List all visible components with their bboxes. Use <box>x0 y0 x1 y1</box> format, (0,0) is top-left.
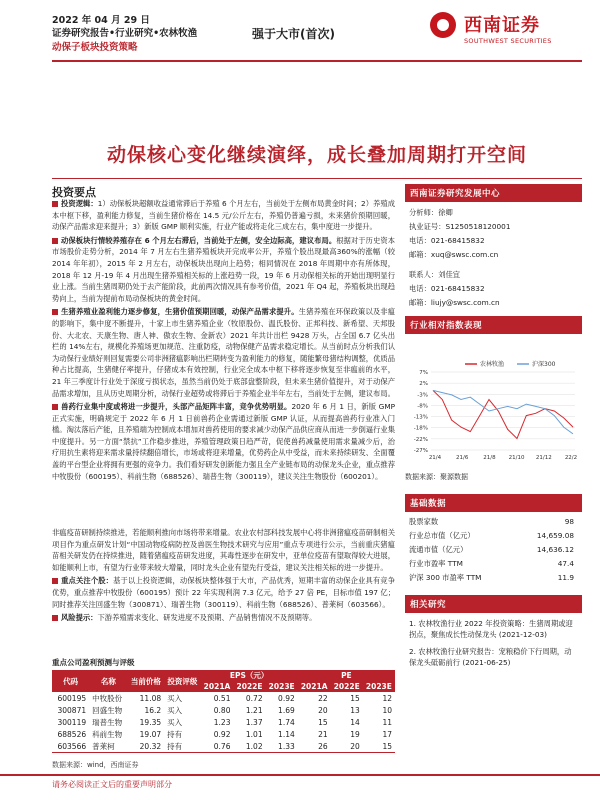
y-tick-label: -13% <box>413 414 428 421</box>
table-cell: 0.76 <box>201 740 234 753</box>
table-source: 数据来源：wind，西南证券 <box>52 761 139 769</box>
y-tick-label: -27% <box>413 448 428 454</box>
table-cell: 21 <box>318 729 328 739</box>
paragraph-text: 根据对于历史资本市场股价走势分析，2014 年 7 月左右生猪养殖板块开完成率公开，养殖个股出现最高360%的涨幅（较 2014 年年初），2015 年 2 月左右，动保板块出现向上趋势；相同情况在 2018 年周期中亦有所体现，2018 年 12 月-19 年 4 月出现生猪养殖相关标的上涨趋势一段，19 年 6 月动保相关标的开始出现明显行业上涨。当前生猪周期仍处于去产能阶段，此前两次情况具有参考价值，2021 年 Q4 起，养殖板块出现趋势向上，当前为提前布局动保板块的黄金时间。 <box>52 235 396 303</box>
bullet-icon <box>52 404 58 410</box>
paragraph-logic <box>52 198 395 233</box>
table-cell: 买入 <box>167 717 183 727</box>
table-cell: 300119 <box>57 717 87 727</box>
paragraph-concentration <box>52 401 395 482</box>
th-year: 2021A <box>298 681 331 692</box>
footer-disclaimer[interactable]: 请务必阅读正文后的重要声明部分 <box>52 780 172 789</box>
paragraph-text: 生猪养殖在环保政策以及非瘟的影响下，集中度不断提升，十家上市生猪养殖企业（牧原股份、温氏股份、正邦科技、新希望、天邦股份、大北农、天康生物、唐人神、傲农生物、金新农）2021 年共计出栏 9428 万头，占全国 6.7 亿头出栏的 14%左右，规模化养殖场更加规范、注重防疫，动物保健产品需求稳定增长。从当前时点分析我们认为动保行业绩好则回复需要公司非洲猪瘟影响出栏期转变为盈利能力的修复，随能繁母猪结构调整，优质品种占比提高，生猪健仔率提升，仔猪成本有效控制，行业完全成本中枢下移将逐步恢复至非瘟前的水平，21 年三季度计行业处于深度亏损状态，虽然当前仍处于底部盘整阶段，但未来生猪价值提升，对于动保产品需求增加，且从历史周期分析，动保行业超势或将滞后于养殖企业半年左右，当前处于左侧，建议布局。 <box>52 307 396 398</box>
table-cell: 1.14 <box>278 729 295 739</box>
table-cell: 1.69 <box>278 705 295 715</box>
y-tick-label: -3% <box>417 392 428 399</box>
table-cell: 1.01 <box>245 729 263 739</box>
bullet-icon <box>52 578 58 584</box>
key-points-body-2 <box>52 527 395 626</box>
report-strategy: 动保子板块投资策略 <box>52 42 138 53</box>
tel-row: 电话：021-68415832 <box>409 236 485 245</box>
legend-label: 农林牧渔 <box>480 361 505 368</box>
paragraph-lag <box>52 235 395 305</box>
basic-title: 基础数据 <box>405 494 582 512</box>
related-item[interactable]: 2. 农林牧渔行业研究报告：宠粮稳价下行周期，动保龙头砥砺前行 (2021-06-25) <box>409 647 572 667</box>
table-cell: 持有 <box>164 740 200 753</box>
chart-source-block <box>405 472 582 668</box>
chart-source: 数据来源：聚源数据 <box>405 473 468 481</box>
th-eps: EPS（元） <box>201 670 298 681</box>
table-cell: 20 <box>318 705 328 715</box>
table-title: 重点公司盈利预测与评级 <box>52 658 135 667</box>
cert-row: 执业证号：S1250518120001 <box>409 222 511 231</box>
table-cell: 17 <box>382 729 392 739</box>
table-cell: 19.07 <box>139 729 162 739</box>
x-tick-label: 21/8 <box>483 455 496 461</box>
table-cell: 10 <box>382 705 392 715</box>
paragraph-text: 下游养殖需求变化、研发进度不及预期、产品销售情况不及预期等。 <box>97 613 317 623</box>
table-cell: 603566 <box>52 740 89 753</box>
report-category: 证券研究报告•行业研究•农林牧渔 <box>52 28 198 39</box>
table-cell: 1.33 <box>266 740 298 753</box>
table-cell: 0.80 <box>213 705 231 715</box>
table-cell: 普莱柯 <box>89 740 128 753</box>
chart-lines <box>433 390 573 438</box>
table-row <box>52 692 395 704</box>
bullet-icon <box>52 201 58 207</box>
th-year: 2023E <box>363 681 395 692</box>
th-pe: PE <box>298 670 395 681</box>
paragraph-lead: 生猪养殖业盈利能力逐步修复，生猪价值预期回暖，动保产品需求提升。 <box>61 307 299 317</box>
paragraph-lead: 风险提示： <box>61 613 98 623</box>
tel-row-2: 电话：021-68415832 <box>409 284 485 293</box>
table-cell: 0.51 <box>213 693 231 703</box>
contact-row: 联系人：刘佳宜 <box>409 270 461 279</box>
paragraph-stocks <box>52 575 395 610</box>
table-cell: 13 <box>350 705 360 715</box>
table-row <box>52 740 395 753</box>
table-header-row <box>52 670 395 681</box>
report-title: 动保核心变化继续演绎，成长叠加周期打开空间 <box>106 144 527 166</box>
table-cell: 14 <box>350 717 360 727</box>
table-cell: 1.74 <box>278 717 295 727</box>
header-divider <box>52 60 582 62</box>
table-cell: 15 <box>350 693 360 703</box>
table-cell: 1.37 <box>245 717 263 727</box>
th-name: 名称 <box>89 670 128 692</box>
related-title: 相关研究 <box>405 595 582 613</box>
mail-row[interactable]: 邮箱：xuq@swsc.com.cn <box>409 250 499 259</box>
table-cell: 26 <box>298 740 331 753</box>
th-rating: 投资评级 <box>164 670 200 692</box>
bullet-icon <box>52 238 58 244</box>
table-cell: 11 <box>382 717 392 727</box>
y-tick-label: 2% <box>419 381 428 388</box>
table-cell: 买入 <box>167 705 183 715</box>
paragraph-lead: 投资逻辑： <box>61 199 98 208</box>
basic-row: 行业总市值（亿元） 14,659.08 <box>409 531 574 540</box>
key-points-body <box>52 198 395 484</box>
y-tick-label: -18% <box>413 425 428 432</box>
table-cell: 15 <box>363 740 395 753</box>
paragraph-text: 2020 年 6 月 1 日，新版 GMP 正式实施，明确规定于 2022 年 6 月 1 日前兽药企业需通过新版 GMP 认证，从而提高兽药行业准入门槛。淘汰落后产能，且养殖端为控制成本增加对兽药使用的要求减少动保产品供应商从而进一步倒逼行业集中度提升。另一方面“禁抗”工作稳步推进，养殖管理政策日趋严苛，促使兽药减量使用需求量减少后，治疗用抗生素将迎来需求量持续翻倍增长，市场或将迎来增量，优势药企从中受益，而未来持续研发、全面覆盖的平台型企业将拥有更强的竞争力。我们看好研发创新能力强且全产业链布局的动保龙头企业，重点推荐中牧股份（600195）、科前生物（688526）、瑞普生物（300119），建议关注生物股份（600201）。 <box>52 402 396 481</box>
th-code: 代码 <box>52 670 89 692</box>
related-item[interactable]: 1. 农林牧渔行业 2022 年投资策略：生猪周期或迎拐点，聚焦成长性动保龙头 (2021-12-03) <box>409 619 573 639</box>
industry-rating: 强于大市(首次) <box>252 27 335 41</box>
table-cell: 12 <box>382 693 392 703</box>
title-divider <box>52 178 582 179</box>
logo-en-text: SOUTHWEST SECURITIES <box>464 37 552 45</box>
table-cell: 20 <box>331 740 363 753</box>
table-cell: 回盛生物 <box>92 705 123 715</box>
table-cell: 19 <box>350 729 360 739</box>
paragraph-text: 非瘟疫苗研制持续推进，若能顺利推向市场将带来增量。农业农村部科技发展中心将非洲猪瘟疫苗研制相关项目作为重点研发计划“中国动物疫病防控及兽医生物技术研究与应用”重点专项进行公示，当前重庆猪瘟苗相关研发仍在持续推进，随着猪瘟疫苗研发进度，其毒性逐步在研发中，亚单位疫苗有望取得较大进展，如能顺利上市，有望为行业带来较大增量，同时龙头企业有望先行受益，建议关注相关标的进一步提升。 <box>52 528 395 572</box>
table-cell: 科前生物 <box>92 729 123 739</box>
table-cell: 600195 <box>57 693 87 703</box>
table-cell: 中牧股份 <box>92 693 123 703</box>
th-year: 2023E <box>266 681 298 692</box>
paragraph-lead: 动保板块行情较养殖存在 6 个月左右滞后，当前处于左侧，安全边际高，建议布局。 <box>61 235 337 245</box>
section-heading: 投资要点 <box>52 186 96 199</box>
table-cell: 20.32 <box>128 740 164 753</box>
table-cell: 持有 <box>167 729 183 739</box>
th-price: 当前价格 <box>128 670 164 692</box>
table-row <box>52 728 395 740</box>
x-tick-label: 22/2 <box>564 455 578 461</box>
paragraph-text: 1）动保板块超额收益通常滞后于养殖 6 个月左右，当前处于左侧布局黄金时间；2）养殖成本中枢下移，盈利能力修复，当前生猪价格在 14.5 元/公斤左右，养殖仍普遍亏损，未来猪价预期回暖，动保产品需求迎来提升；3）新版 GMP 顺利实施，行业产能或将走化三成左右，集中度进一步提升。 <box>52 199 395 232</box>
analyst-name: 徐卿 <box>438 208 453 217</box>
basic-row: 流通市值（亿元） 14,636.12 <box>409 545 574 554</box>
y-tick-label: -8% <box>417 403 428 410</box>
th-year: 2021A <box>201 681 234 692</box>
mail-row-2[interactable]: 邮箱：liujy@swsc.com.cn <box>409 298 500 307</box>
chart-grid <box>414 370 577 461</box>
basic-row: 股票家数 98 <box>409 517 574 526</box>
basic-row: 沪深 300 市盈率 TTM 11.9 <box>409 573 574 582</box>
paragraph-lead: 兽药行业集中度或将进一步提升，头部产品矩阵丰富，竞争优势明显。 <box>61 402 292 412</box>
basic-list <box>405 512 582 585</box>
table-row <box>52 716 395 728</box>
table-cell: 1.23 <box>213 717 231 727</box>
x-tick-label: 21/12 <box>535 455 552 461</box>
table-cell: 688526 <box>57 729 87 739</box>
paragraph-vaccine <box>52 527 395 573</box>
paragraph-lead: 重点关注个股： <box>61 576 114 586</box>
th-year: 2022E <box>331 681 363 692</box>
table-cell: 1.21 <box>245 705 263 715</box>
x-tick-label: 21/10 <box>508 455 525 461</box>
x-tick-label: 21/4 <box>428 455 442 461</box>
forecast-table <box>52 670 395 753</box>
table-cell: 买入 <box>167 693 183 703</box>
logo-cn-text: 西南证券 <box>464 15 540 36</box>
report-date: 2022 年 04 月 29 日 <box>52 15 150 26</box>
table-cell: 11.08 <box>139 693 162 703</box>
table-cell: 15 <box>318 717 328 727</box>
x-tick-label: 21/6 <box>456 455 469 461</box>
table-cell: 16.2 <box>144 705 162 715</box>
chart-title: 行业相对指数表现 <box>405 316 582 334</box>
paragraph-risk <box>52 612 395 624</box>
bullet-icon <box>52 309 58 315</box>
table-cell: 0.92 <box>213 729 231 739</box>
series-line <box>433 390 573 434</box>
logo-mark-icon <box>430 12 456 38</box>
team-title: 西南证券研究发展中心 <box>405 184 582 202</box>
paragraph-profit <box>52 306 395 399</box>
y-tick-label: -22% <box>413 436 428 443</box>
company-logo <box>430 10 580 54</box>
table-cell: 300871 <box>57 705 87 715</box>
th-year: 2022E <box>233 681 265 692</box>
footer-divider <box>0 774 600 776</box>
index-chart <box>405 358 582 468</box>
table-cell: 1.02 <box>233 740 265 753</box>
table-cell: 19.35 <box>139 717 162 727</box>
chart-legend <box>465 360 556 368</box>
y-tick-label: 7% <box>419 370 428 376</box>
table-cell: 0.72 <box>245 693 263 703</box>
sidebar <box>405 184 582 334</box>
legend-label: 沪深300 <box>532 361 556 368</box>
paragraph-text: 基于以上投资逻辑，动保板块整体强于大市，产品优秀，短期丰富的动保企业具有竞争优势，重点推荐中牧股份（600195）预计 22 年实现利润 7.3 亿元，给予 27 倍 PE，目标市值 197 亿；同时推荐关注回盛生物（300871）、瑞普生物（300119）、科前生物（688526）、普莱柯（603566）。 <box>52 576 396 609</box>
table-row <box>52 704 395 716</box>
related-list <box>405 613 582 668</box>
bullet-icon <box>52 615 58 621</box>
table-cell: 0.92 <box>278 693 295 703</box>
table-cell: 瑞普生物 <box>92 717 123 727</box>
basic-row: 行业市盈率 TTM 47.4 <box>409 559 574 568</box>
table-cell: 22 <box>318 693 328 703</box>
analyst-row: 分析师：徐卿 <box>409 208 453 217</box>
